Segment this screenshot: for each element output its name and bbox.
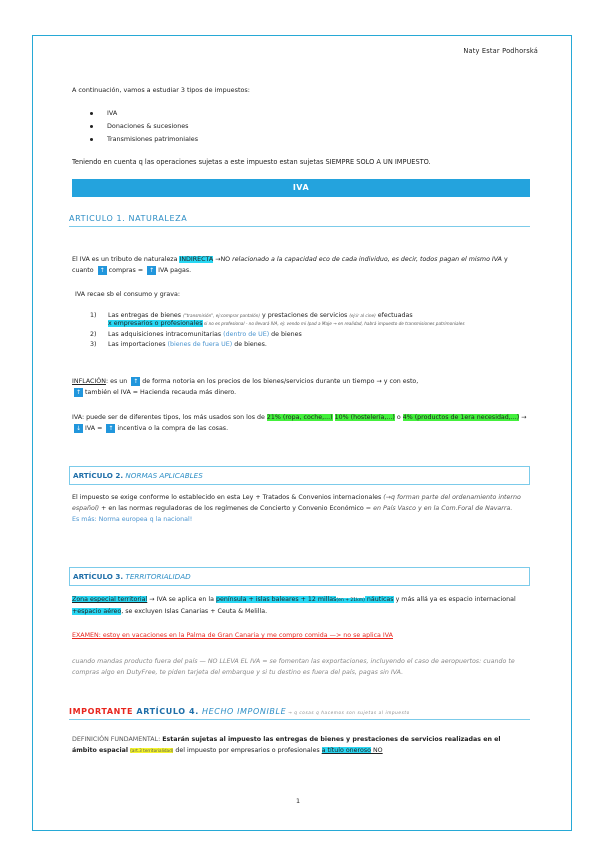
list-item: IVA — [90, 107, 198, 120]
inflation-paragraph: INFLACIÓN: es un ↑ de forma notoria en los precios de los bienes/servicios durante un tiempo → y con esto, ↑ también el IVA = Hacienda recauda más dinero. — [72, 377, 419, 397]
exam-note: EXAMEN: estoy en vacaciones en la Palma de Gran Canaria y me compro comida —> no se aplica IVA — [72, 632, 393, 639]
iva-banner: IVA — [72, 179, 530, 197]
author-name: Naty Estar Podhorská — [463, 47, 538, 55]
art1-paragraph2: IVA recae sb el consumo y grava: — [75, 291, 180, 298]
list-item: 3) Las importaciones (bienes de fuera UE) de bienes. — [90, 340, 267, 348]
iva-types-paragraph: IVA: puede ser de diferentes tipos, los más usados son los de 21% (ropa, coche,...) 10% (hostelería,...) o 4% (productos de 1era necesidad,...) → ↓ IVA = ↑ incentiva o la compra de las cosas. — [72, 414, 527, 433]
up-arrow-icon: ↑ — [133, 377, 139, 385]
intro-text: A continuación, vamos a estudiar 3 tipos de impuestos: — [72, 86, 250, 94]
up-arrow-icon: ↑ — [108, 424, 114, 432]
art2-paragraph: El impuesto se exige conforme lo establecido en esta Ley + Tratados & Convenios internacionales (→q forman parte del ordenamiento interno español) + en las normas reguladoras de los regímenes de Concierto y Convenio Económico = en País Vasco y en la Com.Foral de Navarra. Es más: Norma europea q la nacional! — [72, 494, 521, 524]
art2-heading: ARTÍCULO 2. NORMAS APLICABLES — [69, 466, 530, 485]
export-note: cuando mandas producto fuera del país — NO LLEVA EL IVA = se fomentan las exportaciones, incluyendo el caso de aeropuertos: cuando te compras algo en DutyFree, te piden tarjeta del embarque y si tu destino es fuera del país, pagas sin IVA. — [72, 658, 515, 677]
list-item: 2) Las adquisiciones intracomunitarias (dentro de UE) de bienes — [90, 331, 302, 339]
list-item: Donaciones & sucesiones — [90, 120, 198, 133]
art1-heading: ARTICULO 1. NATURALEZA — [69, 214, 530, 227]
art4-heading: IMPORTANTE ARTÍCULO 4. HECHO IMPONIBLE → q cosas q hacemos son sujetas al impuesto — [69, 707, 530, 720]
up-arrow-icon: ↑ — [149, 266, 155, 274]
page-number: 1 — [296, 797, 301, 805]
art1-paragraph1: El IVA es un tributo de naturaleza INDIRECTA →NO relacionado a la capacidad eco de cada individuo, es decir, todos pagan el mismo IVA y cuanto ↑ compras = ↑ IVA pagas. — [72, 256, 508, 275]
art4-definition: DEFINICIÓN FUNDAMENTAL: Estarán sujetas al impuesto las entregas de bienes y prestaciones de servicios realizadas en el ámbito espacial (art.3 territorialidad) del impuesto por empresarios o profesionales a título oneroso NO — [72, 736, 501, 755]
list-item: x empresarios o profesionales si no es profesional - no llevará IVA, ej: vendo mi Ipad a Maje → en realidad, habrá impuesto de transmisiones patrimoniales — [108, 320, 465, 328]
art3-paragraph: Zona especial territorial → IVA se aplica en la península + islas baleares + 12 millas(en + 21km) náuticas y más allá ya es espacio internacional +espacio aéreo, se excluyen Islas Canarias + Ceuta & Melilla. — [72, 596, 516, 616]
list-item: Transmisiones patrimoniales — [90, 133, 198, 146]
up-arrow-icon: ↑ — [99, 266, 105, 274]
tax-list — [90, 107, 198, 146]
down-arrow-icon: ↓ — [75, 424, 82, 432]
art3-heading: ARTÍCULO 3. TERRITORIALIDAD — [69, 567, 530, 586]
intro-note: Teniendo en cuenta q las operaciones sujetas a este impuesto estan sujetas SIEMPRE SOLO A UN IMPUESTO. — [72, 158, 431, 166]
list-item: 1) Las entregas de bienes ("transmisión", ej:comprar pantalón) y prestaciones de servicios (ej:ir al cine) efectuadas — [90, 312, 413, 319]
art1-list — [90, 311, 530, 349]
up-arrow-icon: ↑ — [75, 388, 82, 396]
